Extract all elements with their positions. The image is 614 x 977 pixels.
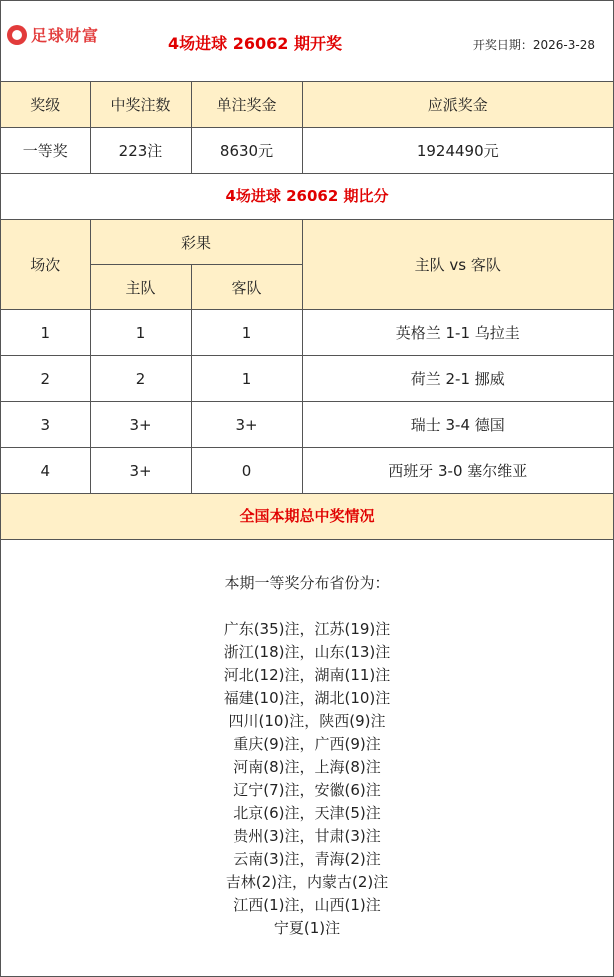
match-cell: 英格兰 1-1 乌拉圭 [302,310,613,356]
list-item: 宁夏(1)注 [273,919,341,937]
match-no-header: 场次 [1,220,90,310]
summary-section-title: 全国本期总中奖情况 [1,494,613,540]
prize-header-cell: 中奖注数 [90,82,191,128]
away-goals-cell: 1 [191,356,302,402]
list-item: 河南(8)注，上海(8)注 [233,758,381,776]
list-item: 辽宁(7)注，安徽(6)注 [233,781,381,799]
home-goals-cell: 3+ [90,402,191,448]
list-item: 四川(10)注，陕西(9)注 [228,712,386,730]
match-cell: 荷兰 2-1 挪威 [302,356,613,402]
prize-cell: 1924490元 [302,128,613,174]
table-row [1,448,613,494]
match-cell: 瑞士 3-4 德国 [302,402,613,448]
list-item: 北京(6)注，天津(5)注 [233,804,381,822]
away-goals-cell: 3+ [191,402,302,448]
list-item: 吉林(2)注，内蒙古(2)注 [225,873,389,891]
list-item: 广东(35)注，江苏(19)注 [223,620,391,638]
match-no-cell: 1 [1,310,90,356]
table-row [1,356,613,402]
page-title: 4场进球 26062 期开奖 [168,34,342,53]
prize-header-cell: 单注奖金 [191,82,302,128]
away-goals-cell: 0 [191,448,302,494]
away-goals-cell: 1 [191,310,302,356]
list-item: 贵州(3)注，甘肃(3)注 [233,827,381,845]
list-item: 福建(10)注，湖北(10)注 [223,689,391,707]
prize-table [1,82,613,174]
prize-header-cell: 奖级 [1,82,90,128]
home-goals-cell: 1 [90,310,191,356]
province-distribution [1,540,613,940]
table-row [1,402,613,448]
prize-row [1,128,613,174]
list-item: 云南(3)注，青海(2)注 [233,850,381,868]
score-header-row [1,220,613,265]
score-section-title: 4场进球 26062 期比分 [1,174,613,220]
distribution-intro: 本期一等奖分布省份为： [224,574,390,592]
list-item: 河北(12)注，湖南(11)注 [223,666,391,684]
match-no-cell: 4 [1,448,90,494]
prize-cell: 一等奖 [1,128,90,174]
result-header: 彩果 [90,220,302,265]
list-item: 浙江(18)注，山东(13)注 [223,643,391,661]
list-item: 重庆(9)注，广西(9)注 [233,735,381,753]
match-no-cell: 2 [1,356,90,402]
away-header: 客队 [191,265,302,310]
home-header: 主队 [90,265,191,310]
page-header [1,1,613,82]
score-table [1,220,613,494]
list-item: 江西(1)注，山西(1)注 [233,896,381,914]
prize-cell: 8630元 [191,128,302,174]
prize-header-cell: 应派奖金 [302,82,613,128]
match-no-cell: 3 [1,402,90,448]
match-cell: 西班牙 3-0 塞尔维亚 [302,448,613,494]
home-goals-cell: 2 [90,356,191,402]
prize-header-row [1,82,613,128]
brand-name: 足球财富 [31,26,100,45]
home-goals-cell: 3+ [90,448,191,494]
teams-header: 主队 vs 客队 [302,220,613,310]
table-row [1,310,613,356]
prize-cell: 223注 [90,128,191,174]
draw-date: 开奖日期：2026-3-28 [472,38,595,52]
